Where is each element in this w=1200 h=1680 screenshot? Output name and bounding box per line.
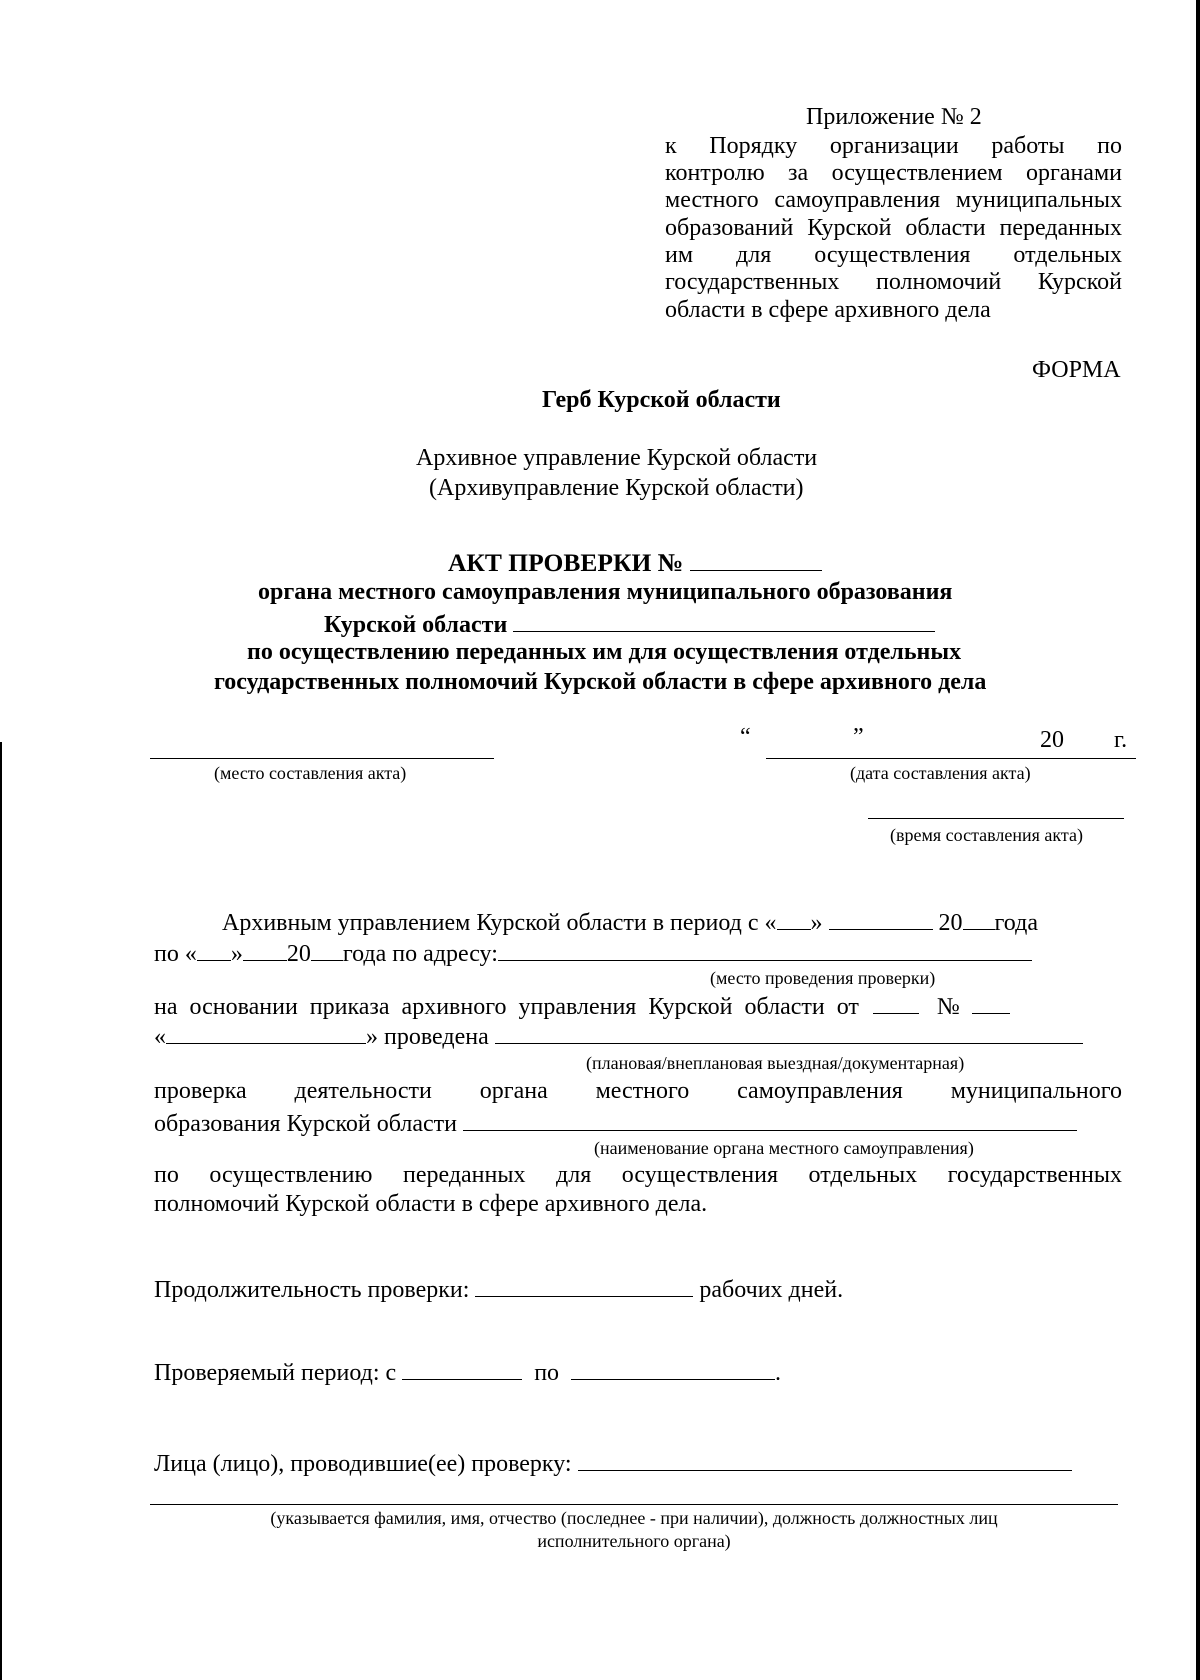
act-heading-line-3 <box>324 609 935 639</box>
time-field-line[interactable] <box>868 818 1124 819</box>
duration-unit: рабочих дней. <box>699 1277 844 1303</box>
check-line-2 <box>154 1108 1077 1138</box>
form-label: ФОРМА <box>1032 357 1121 383</box>
act-heading-region: Курской области <box>324 612 508 638</box>
persons-field[interactable] <box>578 1448 1072 1471</box>
checked-period-end-dot: . <box>775 1360 782 1386</box>
period-start-month-field[interactable] <box>829 907 933 930</box>
period-start-year-prefix: 20 <box>938 910 963 936</box>
check-line-2-text: образования Курской области <box>154 1111 457 1137</box>
period-line-2-quote: » <box>230 941 243 967</box>
duration-label: Продолжительность проверки: <box>154 1277 470 1303</box>
check-type-field[interactable] <box>495 1021 1083 1044</box>
period-end-year-field[interactable] <box>311 938 343 961</box>
act-title <box>448 548 822 577</box>
appendix-line-1: к Порядку организации работы по <box>665 133 1122 159</box>
act-heading-line-5: государственных полномочий Курской области в сфере архивного дела <box>214 669 987 695</box>
emblem-caption: Герб Курской области <box>542 387 781 413</box>
organization-short-name: (Архивуправление Курской области) <box>429 475 804 501</box>
persons-label: Лица (лицо), проводившие(ее) проверку: <box>154 1451 572 1477</box>
period-end-month-field[interactable] <box>243 938 287 961</box>
period-end-day-field[interactable] <box>197 938 231 961</box>
checked-period-line <box>154 1357 781 1387</box>
period-line-2-address-label: года по адресу: <box>342 941 498 967</box>
period-line-2-text: по « <box>154 941 197 967</box>
act-heading-line-4: по осуществлению переданных им для осуществления отдельных <box>247 639 962 665</box>
checked-period-to: по <box>534 1360 560 1386</box>
duration-field[interactable] <box>475 1274 693 1297</box>
persons-line <box>154 1448 1072 1478</box>
conducted-text: » проведена <box>366 1024 489 1050</box>
period-line-1 <box>222 907 1038 937</box>
act-title-text: АКТ ПРОВЕРКИ № <box>448 548 684 577</box>
place-field-line[interactable] <box>150 758 494 759</box>
order-date-field[interactable] <box>873 991 919 1014</box>
period-line-2 <box>154 938 1032 968</box>
period-start-day-field[interactable] <box>777 907 811 930</box>
checked-period-label: Проверяемый период: с <box>154 1360 397 1386</box>
period-line-1-year-word: года <box>994 910 1038 936</box>
basis-line <box>154 991 1010 1021</box>
time-label: (время составления акта) <box>890 825 1083 845</box>
organ-name-label: (наименование органа местного самоуправления) <box>594 1138 974 1158</box>
date-field-line[interactable] <box>766 758 1136 759</box>
scan-edge-left <box>0 742 2 1680</box>
scope-line-2: полномочий Курской области в сфере архивного дела. <box>154 1191 708 1217</box>
basis-text: на основании приказа архивного управления Курской области от <box>154 994 859 1020</box>
order-number-sign: № <box>936 994 960 1020</box>
order-number-field[interactable] <box>972 991 1010 1014</box>
conducted-open-quote: « <box>154 1024 166 1050</box>
organ-name-field[interactable] <box>463 1108 1077 1131</box>
duration-line <box>154 1274 843 1304</box>
organization-name: Архивное управление Курской области <box>416 445 818 471</box>
period-end-year-prefix: 20 <box>286 941 311 967</box>
period-line-1-text: Архивным управлением Курской области в период с « <box>222 910 777 936</box>
date-open-quote: “ <box>740 724 751 750</box>
address-field[interactable] <box>498 938 1032 961</box>
date-close-quote: ” <box>853 724 864 750</box>
act-heading-line-2: органа местного самоуправления муниципального образования <box>258 579 953 605</box>
date-year-prefix: 20 <box>1040 727 1064 753</box>
address-label: (место проведения проверки) <box>710 968 936 988</box>
municipality-field[interactable] <box>513 609 935 632</box>
appendix-line-3: местного самоуправления муниципальных <box>665 187 1122 213</box>
scope-line-1: по осуществлению переданных для осуществления отдельных государственных <box>154 1162 1122 1188</box>
appendix-line-5: им для осуществления отдельных <box>665 242 1122 268</box>
period-start-year-field[interactable] <box>963 907 995 930</box>
persons-field-line-2[interactable] <box>150 1504 1118 1505</box>
appendix-line-2: контролю за осуществлением органами <box>665 160 1122 186</box>
order-name-field[interactable] <box>166 1021 366 1044</box>
appendix-line-6: государственных полномочий Курской <box>665 269 1122 295</box>
appendix-line-4: образований Курской области переданных <box>665 215 1122 241</box>
period-line-1-quote: » <box>810 910 823 936</box>
check-line-1: проверка деятельности органа местного самоуправления муниципального <box>154 1078 1122 1104</box>
place-label: (место составления акта) <box>214 763 407 783</box>
persons-note-line-1: (указывается фамилия, имя, отчество (последнее - при наличии), должность должностных лиц <box>270 1508 998 1528</box>
checked-period-end-field[interactable] <box>571 1357 775 1380</box>
appendix-title: Приложение № 2 <box>806 104 982 130</box>
date-year-suffix: г. <box>1114 727 1128 753</box>
persons-note-line-2: исполнительного органа) <box>537 1531 731 1551</box>
checked-period-start-field[interactable] <box>402 1357 522 1380</box>
scan-edge-right <box>1196 0 1200 1680</box>
check-type-label: (плановая/внеплановая выездная/документарная) <box>586 1053 965 1073</box>
conducted-line <box>154 1021 1083 1051</box>
appendix-line-7: области в сфере архивного дела <box>665 297 991 323</box>
act-number-field[interactable] <box>690 548 822 571</box>
date-label: (дата составления акта) <box>850 763 1031 783</box>
